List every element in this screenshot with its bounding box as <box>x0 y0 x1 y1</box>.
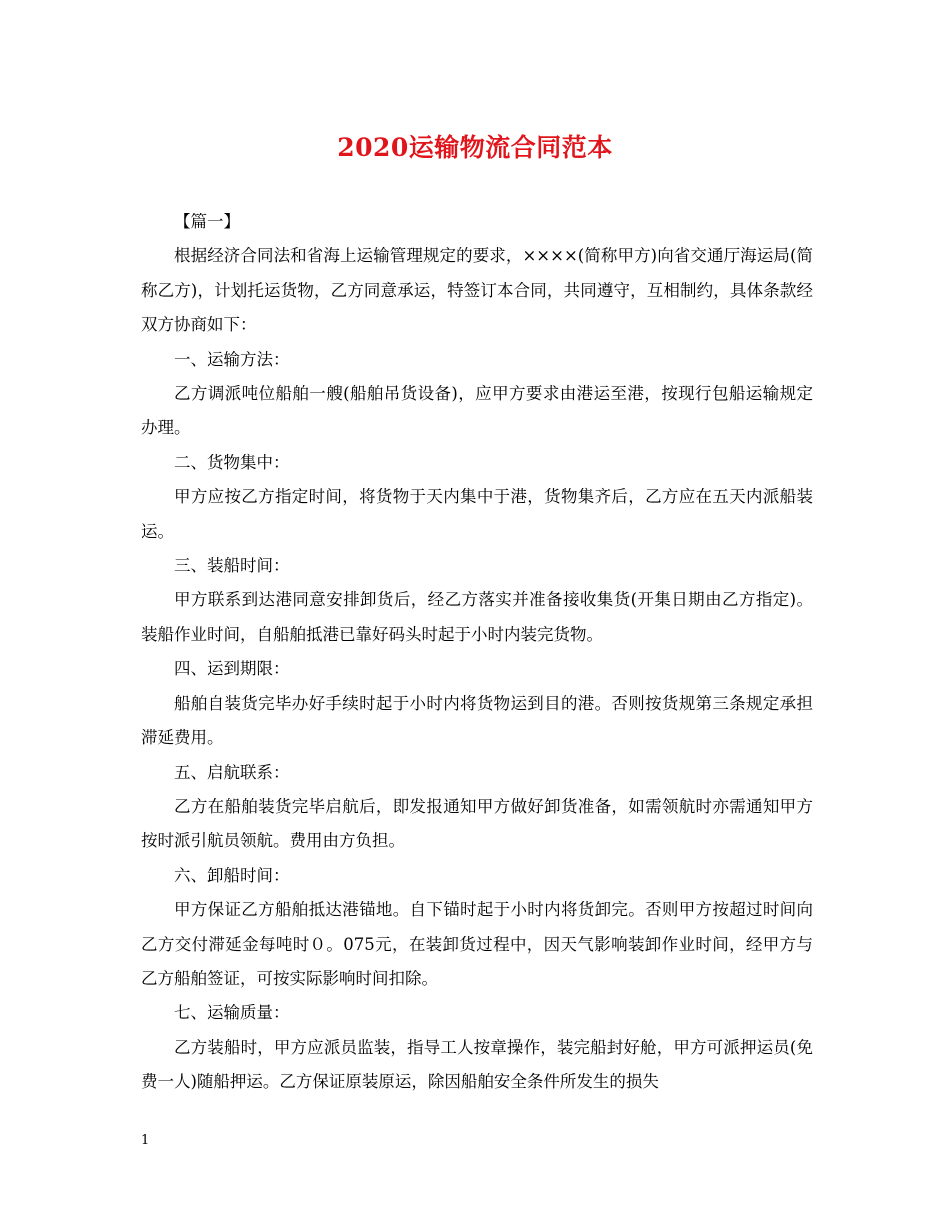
clause-paragraph-1: 乙方调派吨位船舶一艘(船舶吊货设备)，应甲方要求由港运至港，按现行包船运输规定办理。 <box>141 384 813 438</box>
page-number: 1 <box>141 1133 150 1148</box>
section-label: 【篇一】 <box>174 212 240 231</box>
intro-paragraph: 根据经济合同法和省海上运输管理规定的要求，××××(简称甲方)向省交通厅海运局(简称乙方)，计划托运货物，乙方同意承运，特签订本合同，共同遵守，互相制约，具体条款经双方协商如下： <box>141 246 813 335</box>
document-body <box>141 205 813 1100</box>
clause-paragraph-3: 甲方联系到达港同意安排卸货后，经乙方落实并准备接收集货(开集日期由乙方指定)。装船作业时间，自船舶抵港已靠好码头时起于小时内装完货物。 <box>141 590 813 644</box>
clause-heading-4: 四、运到期限： <box>174 659 290 679</box>
clause-heading-1: 一、运输方法： <box>174 349 290 369</box>
clause-heading-2: 二、货物集中： <box>174 452 290 472</box>
clause-heading-6: 六、卸船时间： <box>174 865 290 885</box>
clause-paragraph-2: 甲方应按乙方指定时间，将货物于天内集中于港，货物集齐后，乙方应在五天内派船装运。 <box>141 487 813 541</box>
clause-paragraph-6: 甲方保证乙方船舶抵达港锚地。自下锚时起于小时内将货卸完。否则甲方按超过时间向乙方交付滞延金每吨时０。075元，在装卸货过程中，因天气影响装卸作业时间，经甲方与乙方船舶签证，可按实际影响时间扣除。 <box>141 900 813 988</box>
clause-heading-7: 七、运输质量： <box>174 1003 290 1023</box>
clause-paragraph-7: 乙方装船时，甲方应派员监装，指导工人按章操作，装完船封好舱，甲方可派押运员(免费一人)随船押运。乙方保证原装原运，除因船舶安全条件所发生的损失 <box>141 1037 813 1092</box>
clause-heading-3: 三、装船时间： <box>174 556 290 576</box>
clause-paragraph-5: 乙方在船舶装货完毕启航后，即发报通知甲方做好卸货准备，如需领航时亦需通知甲方按时派引航员领航。费用由方负担。 <box>141 796 813 851</box>
clause-heading-5: 五、启航联系： <box>174 762 290 782</box>
document-title: 2020运输物流合同范本 <box>337 133 613 162</box>
clause-paragraph-4: 船舶自装货完毕办好手续时起于小时内将货物运到目的港。否则按货规第三条规定承担滞延费用。 <box>141 693 813 748</box>
